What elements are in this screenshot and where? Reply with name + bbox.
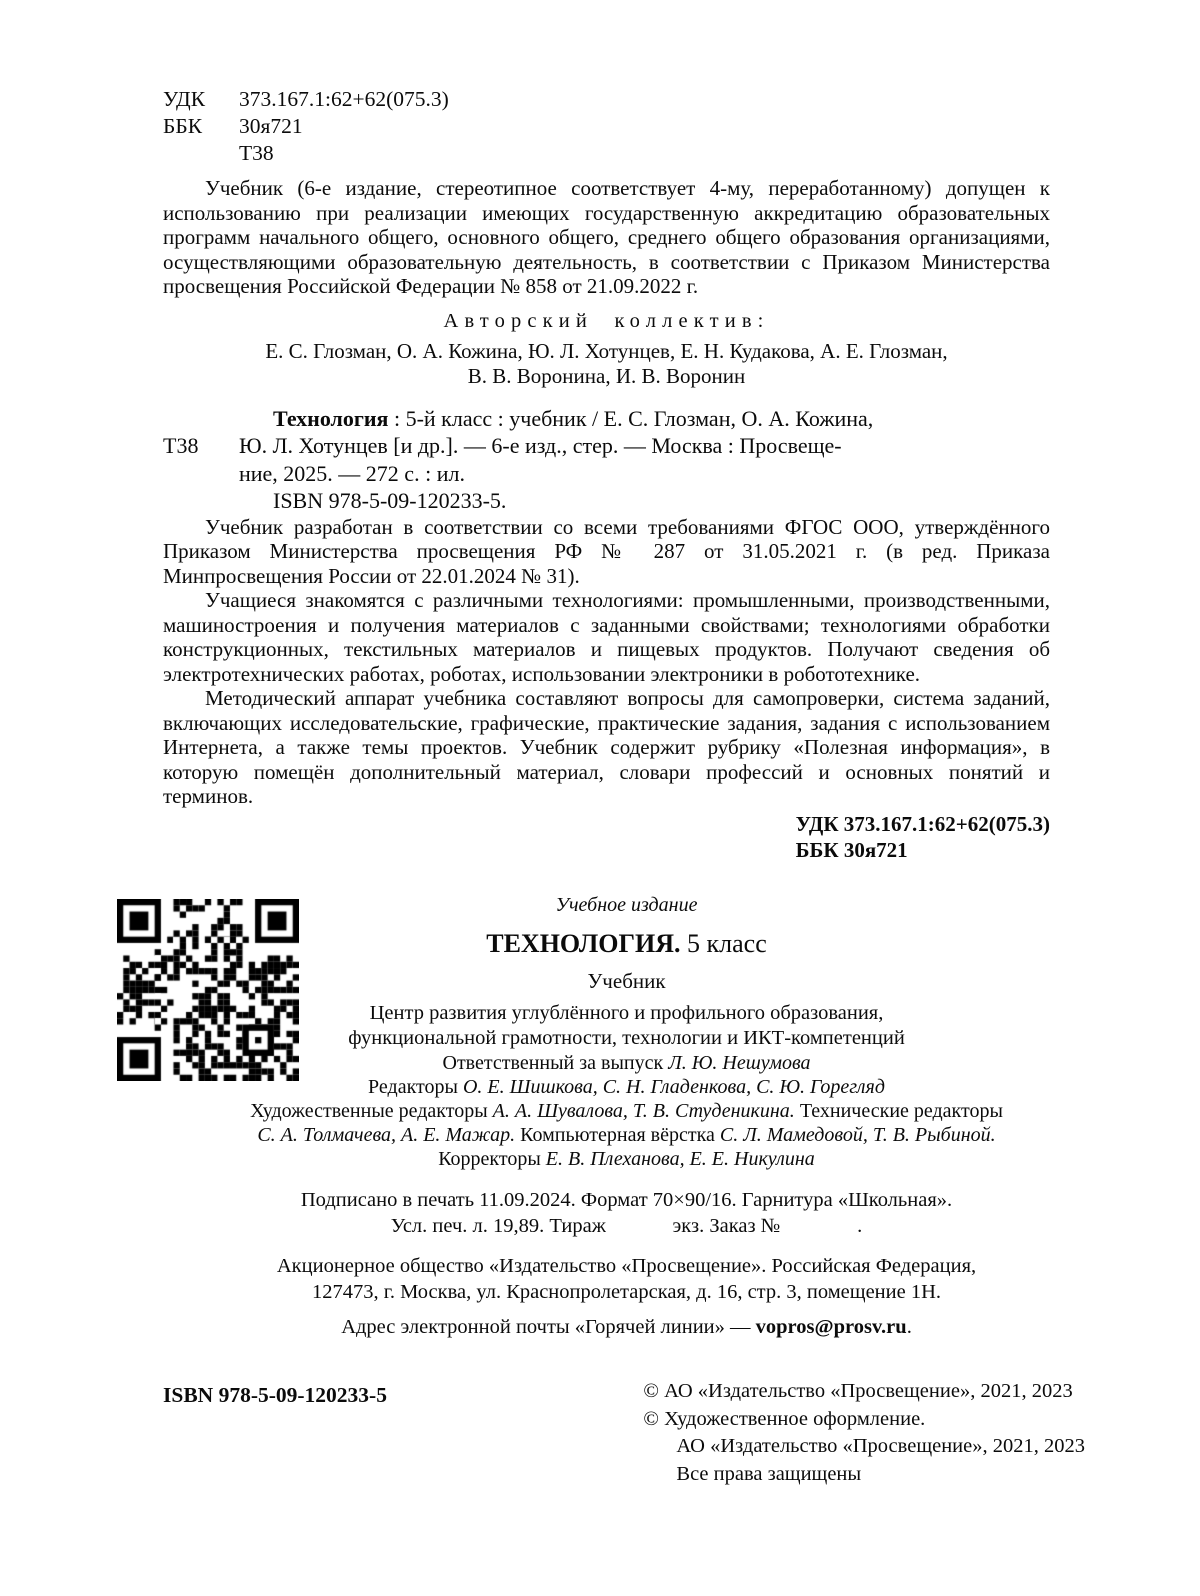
annotation-paragraph-2: Учащиеся знакомятся с различными технологиями: промышленными, производственными, машиностроения и получения материалов с заданными свойствами; технологиями обработки конструкционных, текстильных материалов и пищевых продуктов. Получают сведения об электротехнических работах, роботах, использовании электроники в робототехнике. (163, 588, 1050, 686)
publisher-center-block (203, 1001, 1050, 1171)
proofreaders-names: Е. В. Плеханова, Е. Е. Никулина (545, 1148, 815, 1170)
publisher-line-2: 127473, г. Москва, ул. Краснопролетарская, д. 16, стр. 3, помещение 1Н. (311, 1281, 942, 1303)
hotline-email: vopros@prosv.ru (755, 1316, 907, 1338)
tech-editors-names: С. А. Толмачева, А. Е. Мажар. (257, 1124, 516, 1146)
bib-line-1 (239, 405, 1050, 433)
udk-label: УДК (163, 87, 206, 111)
editors-names: О. Е. Шишкова, С. Н. Гладенкова, С. Ю. Горегляд (462, 1076, 885, 1098)
authors-line-2: В. В. Воронина, И. В. Воронин (467, 364, 746, 388)
bibliographic-entry (163, 405, 1050, 515)
layout-label: Компьютерная вёрстка (515, 1124, 720, 1146)
admission-paragraph: Учебник (6-е издание, стереотипное соответствует 4-му, переработанному) допущен к использованию при реализации имеющих государственную аккредитацию образовательных программ начального общего, основного общего, среднего общего образования организациями, осуществляющими образовательную деятельность, в соответствии с Приказом Министерства просвещения Российской Федерации № 858 от 21.09.2022 г. (163, 176, 1050, 298)
tech-layout-line (203, 1123, 1050, 1147)
copyright-line-1: © АО «Издательство «Просвещение», 2021, 2023 (643, 1380, 1073, 1402)
art-editors-names: А. А. Шувалова, Т. В. Студеникина. (492, 1100, 795, 1122)
center-line-1: Центр развития углублённого и профильного образования, (369, 1002, 884, 1024)
art-editors-label: Художественные редакторы (250, 1100, 493, 1122)
responsible-line (203, 1051, 1050, 1075)
bbk-code-bold: ББК 30я721 (795, 838, 908, 862)
bib-title: Технология (273, 405, 389, 431)
book-title (203, 929, 1050, 959)
print-line-1: Подписано в печать 11.09.2024. Формат 70×90/16. Гарнитура «Школьная». (300, 1189, 953, 1211)
responsible-label: Ответственный за выпуск (442, 1052, 669, 1074)
footer-isbn: ISBN 978-5-09-120233-5 (163, 1383, 387, 1407)
publisher-line-1: Акционерное общество «Издательство «Просвещение». Российская Федерация, (276, 1255, 977, 1277)
hotline-email-label: Адрес электронной почты «Горячей линии» — (341, 1316, 756, 1338)
proofreaders-line (203, 1147, 1050, 1171)
t38-index: Т38 (239, 141, 274, 165)
book-subtitle: Учебник (587, 969, 666, 993)
copyright-line-3: АО «Издательство «Просвещение», 2021, 2023 (676, 1435, 1085, 1457)
annotation-paragraph-3: Методический аппарат учебника составляют вопросы для самопроверки, система заданий, включающих исследовательские, графические, практические задания, задания с использованием Интернета, а также темы проектов. Учебник содержит рубрику «Полезная информация», в которую помещён дополнительный материал, словари профессий и основных понятий и терминов. (163, 686, 1050, 808)
bib-line-1-rest: : 5-й класс : учебник / Е. С. Глозман, О. А. Кожина, (388, 405, 874, 431)
copyright-block (643, 1378, 1085, 1488)
footer-block (163, 1378, 1085, 1488)
edition-block (163, 893, 1050, 1339)
book-title-bold: ТЕХНОЛОГИЯ. (486, 929, 681, 958)
editors-label: Редакторы (368, 1076, 463, 1098)
catalog-codes (163, 86, 1050, 167)
print-info-block (203, 1187, 1050, 1239)
center-line-2: функциональной грамотности, технологии и ИКТ-компетенций (348, 1027, 905, 1049)
authors-heading: Авторский коллектив: (443, 309, 770, 332)
art-editors-line (203, 1099, 1050, 1123)
authors-block (163, 309, 1050, 390)
imprint-top-block (163, 86, 1050, 864)
udk-value: 373.167.1:62+62(075.3) (239, 87, 449, 111)
udk-code-line (163, 86, 1050, 113)
bbk-code-line (163, 113, 1050, 140)
bbk-value: 30я721 (239, 114, 303, 138)
proofreaders-label: Корректоры (438, 1148, 546, 1170)
codes-right-block (163, 811, 1050, 864)
t38-index-line (163, 140, 1050, 167)
bib-index-t38: Т38 (163, 433, 199, 458)
hotline-email-period: . (906, 1316, 912, 1338)
book-title-grade: 5 класс (680, 929, 767, 958)
tech-editors-label: Технические редакторы (794, 1100, 1003, 1122)
bib-line-3: ние, 2025. — 272 с. : ил. (239, 460, 465, 486)
bbk-label: ББК (163, 114, 203, 138)
hotline-email-line (203, 1315, 1050, 1339)
print-line-2: Усл. печ. л. 19,89. Тираж экз. Заказ № . (390, 1215, 863, 1237)
edition-kind: Учебное издание (555, 894, 698, 916)
copyright-line-4: Все права защищены (676, 1462, 862, 1485)
copyright-line-2: © Художественное оформление. (643, 1407, 926, 1430)
editors-line (203, 1075, 1050, 1099)
udk-code-bold: УДК 373.167.1:62+62(075.3) (795, 811, 1050, 836)
publisher-address-block (203, 1253, 1050, 1305)
authors-line-1: Е. С. Глозман, О. А. Кожина, Ю. Л. Хотунцев, Е. Н. Кудакова, А. Е. Глозман, (265, 338, 948, 363)
annotation-paragraph-1: Учебник разработан в соответствии со всеми требованиями ФГОС ООО, утверждённого Приказом Министерства просвещения РФ № 287 от 31.05.2021 г. (в ред. Приказа Минпросвещения России от 22.01.2024 № 31). (163, 514, 1050, 588)
bib-isbn-line: ISBN 978-5-09-120233-5. (273, 488, 507, 513)
responsible-name: Л. Ю. Нешумова (668, 1052, 811, 1074)
layout-names: С. Л. Мамедовой, Т. В. Рыбиной. (719, 1124, 996, 1146)
bib-line-2: Ю. Л. Хотунцев [и др.]. — 6-е изд., стер. — Москва : Просвеще- (239, 433, 842, 458)
